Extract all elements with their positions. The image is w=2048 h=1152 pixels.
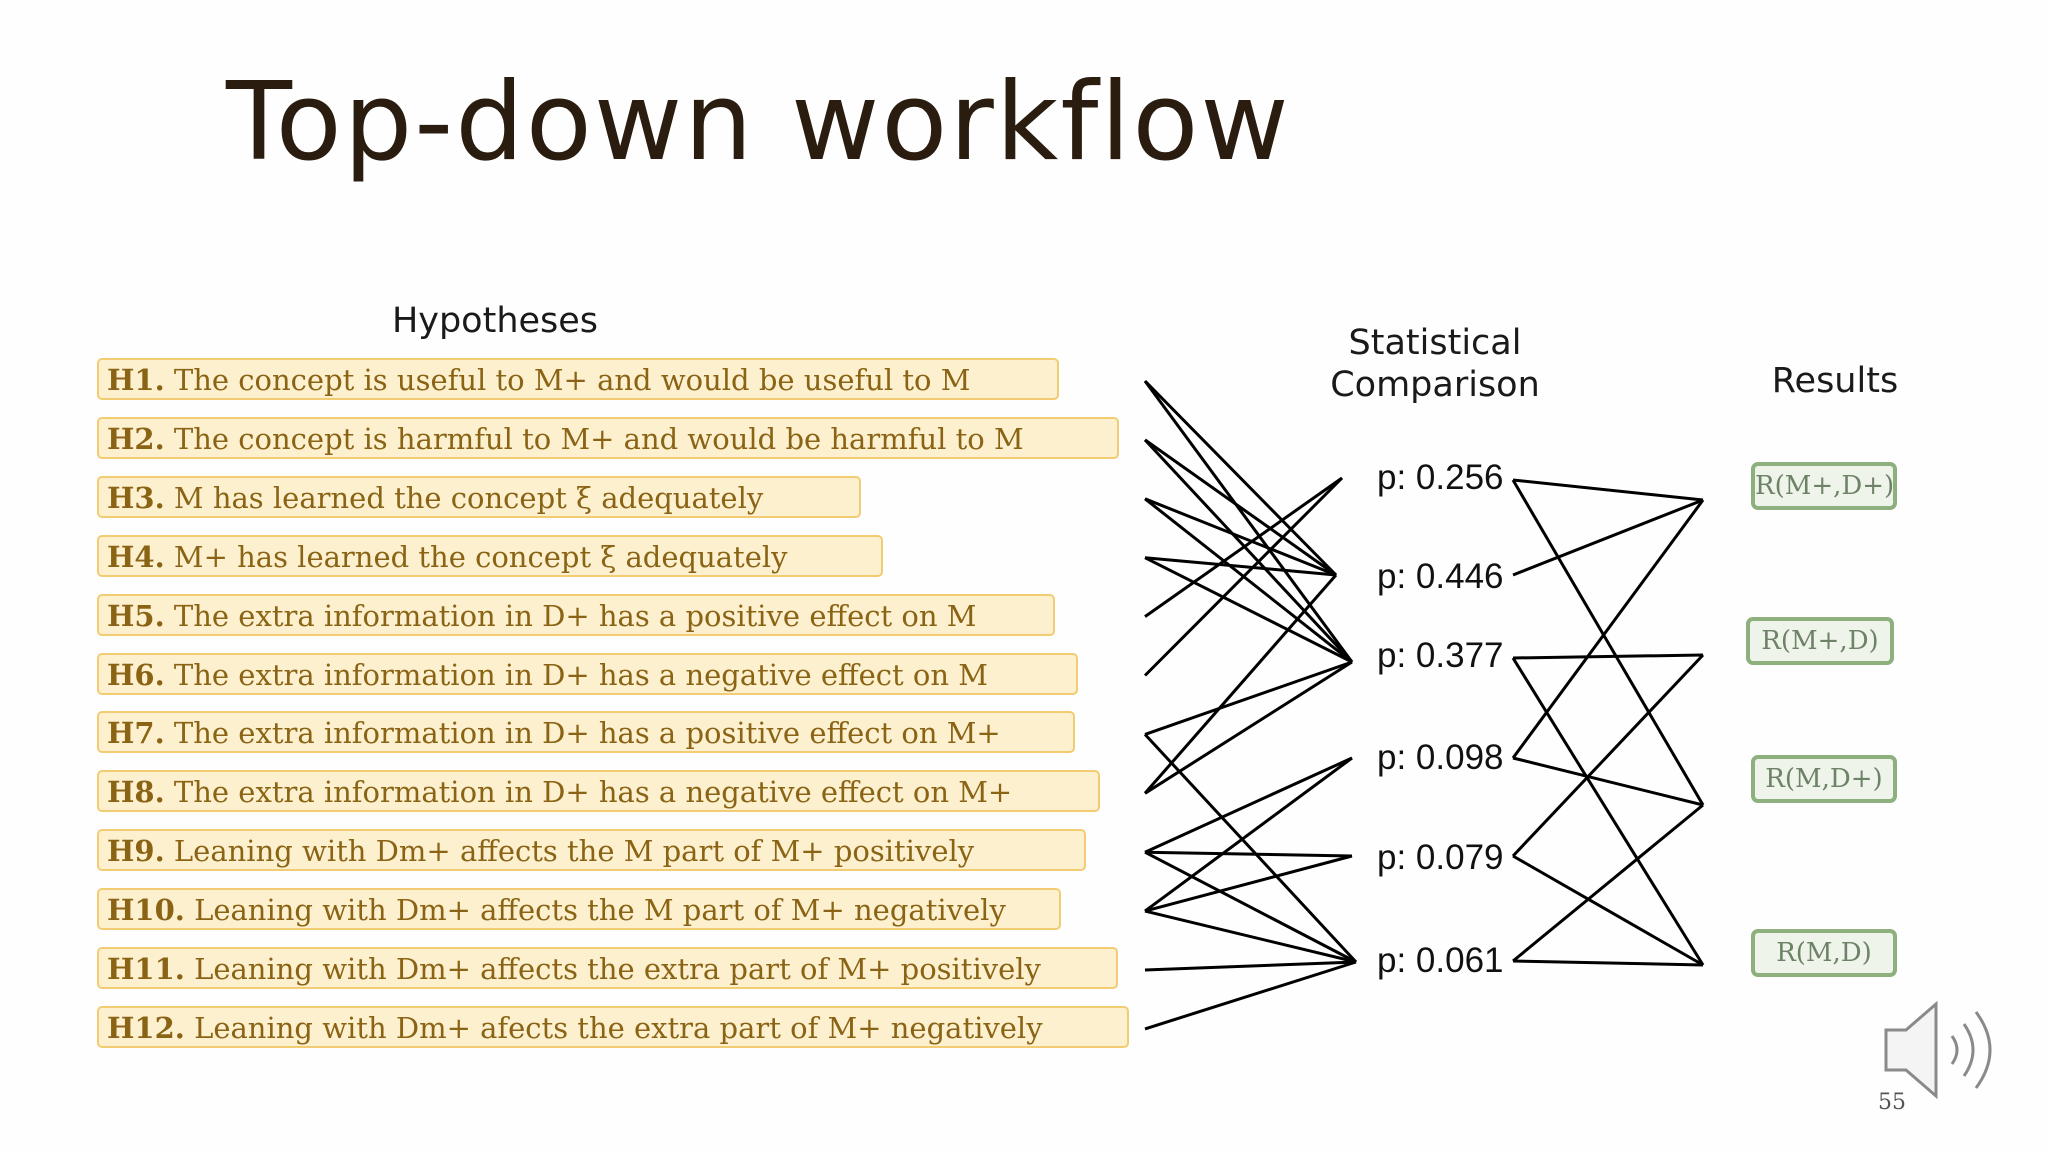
- link-h10-p4: [1145, 758, 1352, 911]
- link-p6-r4: [1513, 961, 1703, 965]
- hypothesis-4: [97, 535, 883, 577]
- link-p6-r3: [1513, 805, 1703, 961]
- hypothesis-text: The extra information in D+ has a negative effect on M+: [164, 775, 1013, 810]
- link-h10-p6: [1145, 911, 1356, 962]
- hypothesis-id: H5.: [107, 598, 165, 633]
- hypothesis-9: [97, 829, 1086, 871]
- hypothesis-text: M has learned the concept ξ adequately: [164, 480, 764, 515]
- hypothesis-6: [97, 653, 1078, 695]
- hypothesis-2: [97, 417, 1119, 459]
- p-value-5: p: 0.079: [1377, 838, 1504, 877]
- link-h10-p5: [1145, 856, 1352, 911]
- hypothesis-5: [97, 594, 1055, 636]
- hypothesis-7: [97, 711, 1075, 753]
- link-p3-r2: [1513, 655, 1703, 658]
- hypothesis-12: [97, 1006, 1129, 1048]
- hypothesis-text: The extra information in D+ has a positive effect on M+: [164, 716, 1001, 751]
- hypothesis-id: H3.: [107, 480, 165, 515]
- result-box-2: R(M+,D): [1746, 617, 1894, 665]
- link-h11-p6: [1145, 962, 1356, 970]
- link-h7-p6: [1145, 734, 1356, 962]
- link-h8-p2: [1145, 575, 1336, 793]
- p-value-3: p: 0.377: [1377, 636, 1504, 675]
- hypothesis-id: H6.: [107, 657, 165, 692]
- hypothesis-id: H7.: [107, 716, 165, 751]
- result-box-1: R(M+,D+): [1751, 462, 1897, 510]
- hypothesis-id: H9.: [107, 834, 165, 869]
- result-box-3: R(M,D+): [1751, 755, 1897, 803]
- hypothesis-text: The concept is harmful to M+ and would be harmful to M: [164, 421, 1024, 456]
- stat-header-line1: Statistical: [1348, 323, 1522, 363]
- hypothesis-id: H11.: [107, 952, 185, 986]
- link-h1-p2: [1145, 381, 1336, 575]
- hypothesis-id: H8.: [107, 775, 165, 810]
- p-value-2: p: 0.446: [1377, 557, 1504, 596]
- hypothesis-text: Leaning with Dm+ affects the M part of M+ positively: [164, 834, 975, 869]
- hypothesis-id: H2.: [107, 421, 165, 456]
- speaker-icon[interactable]: [1880, 1000, 2010, 1100]
- link-h9-p6: [1145, 852, 1356, 962]
- link-p5-r4: [1513, 856, 1703, 965]
- hypothesis-1: [97, 358, 1059, 400]
- link-p1-r1: [1513, 480, 1703, 500]
- hypothesis-text: The extra information in D+ has a negative effect on M: [164, 657, 988, 692]
- hypothesis-id: H4.: [107, 539, 165, 574]
- hypotheses-header: Hypotheses: [391, 301, 599, 341]
- link-h9-p5: [1145, 852, 1352, 856]
- p-value-1: p: 0.256: [1377, 458, 1504, 497]
- slide-title: Top-down workflow: [226, 60, 1291, 185]
- link-p3-r4: [1513, 658, 1703, 965]
- hypothesis-id: H1.: [107, 363, 165, 397]
- hypothesis-text: The extra information in D+ has a positive effect on M: [164, 598, 977, 633]
- hypothesis-text: Leaning with Dm+ afects the extra part of M+ negatively: [184, 1010, 1043, 1045]
- hypothesis-id: H12.: [107, 1010, 185, 1045]
- hypothesis-text: Leaning with Dm+ affects the extra part of M+ positively: [184, 952, 1041, 986]
- hypothesis-8: [97, 770, 1100, 812]
- hypothesis-text: M+ has learned the concept ξ adequately: [164, 539, 788, 574]
- hypothesis-10: [97, 888, 1061, 930]
- link-h2-p3: [1145, 440, 1352, 662]
- link-h12-p6: [1145, 962, 1356, 1029]
- result-box-4: R(M,D): [1751, 929, 1897, 977]
- link-h2-p2: [1145, 440, 1336, 575]
- link-h6-p1: [1145, 478, 1342, 676]
- hypothesis-text: The concept is useful to M+ and would be useful to M: [164, 363, 971, 397]
- page-number: 55: [1878, 1090, 1906, 1115]
- link-h5-p1: [1145, 478, 1342, 617]
- hypothesis-text: Leaning with Dm+ affects the M part of M+ negatively: [184, 893, 1006, 928]
- p-value-6: p: 0.061: [1377, 941, 1504, 980]
- hypothesis-id: H10.: [107, 893, 185, 928]
- hypothesis-11: [97, 947, 1118, 989]
- stat-header-line2: Comparison: [1330, 365, 1540, 405]
- results-header: Results: [1771, 361, 1899, 401]
- p-value-4: p: 0.098: [1377, 738, 1504, 777]
- hypothesis-3: [97, 476, 861, 518]
- link-p4-r3: [1513, 758, 1703, 805]
